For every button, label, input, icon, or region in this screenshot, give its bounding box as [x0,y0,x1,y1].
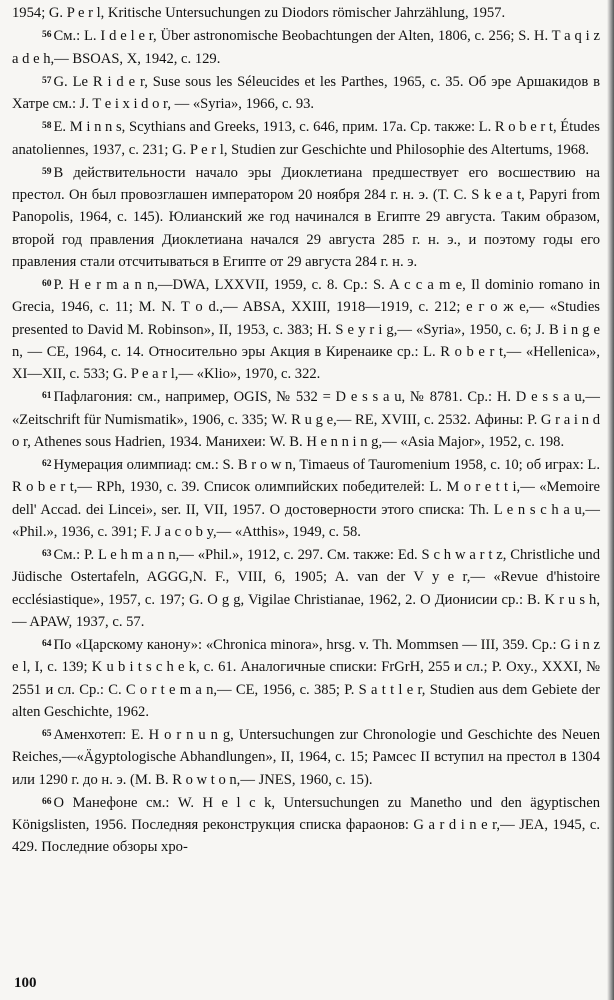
page-number: 100 [14,975,37,991]
footnote-60: $^{60}$ P. H e r m a n n,—DWA, LXXVII, 1959, с. 8. Ср.: S. A c c a m e, Il dominio romano in Grecia, 1946, с. 11; M. N. T o d.,— ABSA, XXIII, 1918—1919, с. 212; е г о ж е,— «Studies presented to David M. Robinson», II, 1953, с. 383; H. S e y r i g,— «Syria», 1950, с. 6; J. B i n g e n, — CE, 1964, с. 14. Относительно эры Акция в Киренаике ср.: L. R o b e r t,— «Hellenica», XI—XII, с. 533; G. P e a r l,— «Klio», 1970, с. 322. [12,277,600,382]
footnote-number: 64 [42,639,52,649]
footnote-59: $^{59}$ В действительности начало эры Диоклетиана предшествует его восшествию на престол. Он был провозглашен императором 20 ноября 284 г. н. э. (T. C. S k e a t, Papyri from Panopolis, 1964, с. 145). Юлианский же год начинался в Египте 29 августа. Таким образом, второй год правления Диоклетиана начался 29 августа 285 г. н. э., и поэтому годы его правления стали отсчитываться в Египте от 29 августа 284 г. н. э. [12,164,600,270]
footnote-62: $^{62}$ Нумерация олимпиад: см.: S. B r o w n, Timaeus of Tauromenium 1958, с. 10; об играх: L. R o b e r t,— RPh, 1930, с. 39. Список олимпийских победителей: L. M o r e t t i,— «Memoire dell' Accad. dei Lincei», ser. II, VII, 1957. О достоверности этого списка: Th. L e n s c h a u,— «Phil.», 1936, с. 391; F. J a c o b y,— «Atthis», 1949, с. 58. [12,457,600,540]
footnote-57: $^{57}$ G. Le R i d e r, Suse sous les Séleucides et les Parthes, 1965, с. 35. Об эре Аршакидов в Хатре см.: J. T e i x i d o r, — «Syria», 1966, с. 93. [12,73,600,112]
footnotes [12,2,600,859]
footnote-number: 57 [42,75,52,86]
footnote-64: $^{64}$ По «Царскому канону»: «Chronica minora», hrsg. v. Th. Mommsen — III, 359. Ср.: G i n z e l, I, с. 139; K u b i t s c h e k, с. 61. Аналогичные списки: FrGrH, 255 и сл.; P. Oxy., XXXI, № 2551 и сл. Ср.: C. C o r t e m a n,— CE, 1956, с. 385; P. S a t t l e r, Studien aus dem Gebiete der alten Geschichte, 1962. [12,637,600,720]
footnote-61: $^{61}$ Пафлагония: см., например, OGIS, № 532 = D e s s a u, № 8781. Ср.: H. D e s s a u,— «Zeitschrift für Numismatik», 1906, с. 335; W. R u g e,— RE, XVIII, с. 2532. Афины: P. G r a i n d o r, Athenes sous Hadrien, 1934. Манихеи: W. B. H e n n i n g,— «Asia Major», 1952, с. 198. [12,389,600,450]
footnote-number: 63 [42,549,52,559]
footnote-number: 58 [42,121,52,132]
footnote-63: $^{63}$ См.: P. L e h m a n n,— «Phil.», 1912, с. 297. См. также: Ed. S c h w a r t z, Christliche und Jüdische Ostertafeln, AGGG,N. F., VIII, 6, 1905; A. van der V y e r,— «Revue d'histoire ecclésiastique», 1957, с. 197; G. O g g, Vigilae Christianae, 1962, 2. О Дионисии ср.: B. K r u s h,— APAW, 1937, с. 57. [12,547,600,630]
footnote-58: $^{58}$ E. M i n n s, Scythians and Greeks, 1913, с. 646, прим. 17а. Ср. также: L. R o b e r t, Études anatoliennes, 1937, с. 231; G. P e r l, Studien zur Geschichte und Philosophie des Altertums, 1968. [12,119,600,158]
footnote-65: $^{65}$ Аменхотеп: E. H o r n u n g, Untersuchungen zur Chronologie und Geschichte des Neuen Reiches,—«Ägyptologische Abhandlungen», II, 1964, с. 15; Рамсес II вступил на престол в 1304 или 1290 г. до н. э. (M. B. R o w t o n,— JNES, 1960, с. 15). [12,727,600,788]
page-edge-shadow [607,0,614,1000]
footnote-number: 62 [42,459,52,469]
footnote-number: 59 [42,166,52,177]
footnote-number: 65 [42,729,52,739]
footnote-number: 60 [42,279,52,289]
footnote-56: $^{56}$ См.: L. I d e l e r, Über astronomische Beobachtungen der Alten, 1806, с. 256; S. H. T a q i z a d e h,— BSOAS, X, 1942, с. 129. [12,28,600,67]
footnote-continuation: 1954; G. P e r l, Kritische Untersuchungen zu Diodors römischer Jahrzählung, 1957. [12,5,506,21]
footnote-66: $^{66}$ О Манефоне см.: W. H e l c k, Untersuchungen zu Manetho und den ägyptischen Königslisten, 1956. Последняя реконструкция списка фараонов: G a r d i n e r,— JEA, 1945, с. 429. Последние обзоры хро- [12,794,600,856]
footnote-number: 56 [42,30,52,41]
footnote-number: 61 [42,391,52,402]
footnote-number: 66 [42,796,52,807]
